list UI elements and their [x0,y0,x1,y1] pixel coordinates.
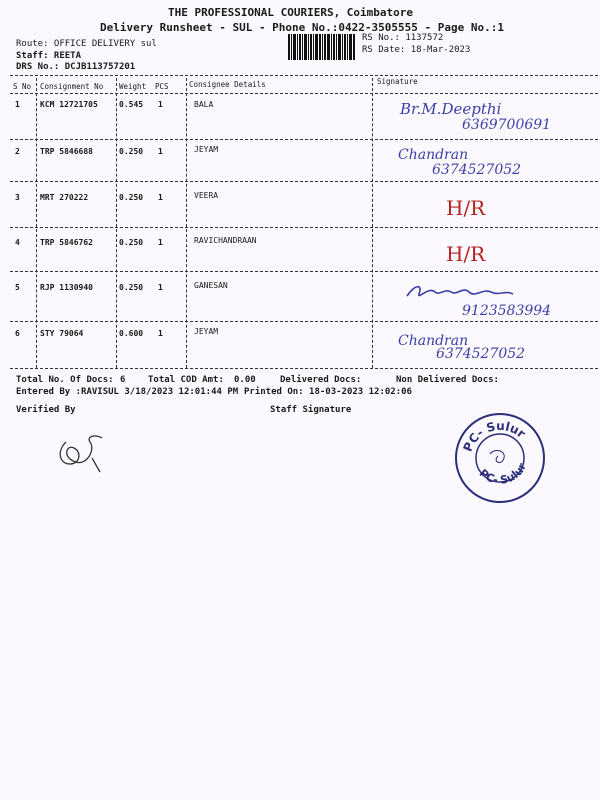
handwritten-signature-scribble [405,282,515,304]
svg-text:PC- Sulur [477,461,530,487]
handwritten-phone: 6369700691 [462,117,552,133]
row-pcs: 1 [158,283,163,292]
table-bottom-rule [10,368,598,369]
entered-by: Entered By :RAVISUL 3/18/2023 12:01:44 PM [16,387,239,397]
route-label: Route: OFFICE DELIVERY sul [16,39,157,49]
col-header-signature: Signature [377,77,418,86]
row-sno: 1 [15,100,20,109]
row-weight: 0.250 [119,238,144,247]
row-pcs: 1 [158,100,163,109]
col-header-pcs: PCS [155,82,169,91]
row-divider [10,321,598,322]
cod-label: Total COD Amt: [148,375,224,385]
row-weight: 0.600 [119,329,144,338]
stamp-text-bottom: PC- Sulur [476,461,530,487]
row-consignment-no: STY 79064 [40,329,84,338]
handwritten-signature: Chandran [398,147,469,163]
col-header-consignee: Consignee Details [189,80,266,89]
row-divider [10,271,598,272]
verifier-signature-scribble [52,428,112,478]
row-consignment-no: TRP 5846688 [40,147,93,156]
col-header-consignment: Consignment No [40,82,104,91]
row-sno: 6 [15,329,20,338]
row-consignment-no: KCM 12721705 [40,100,98,109]
column-divider [36,78,37,368]
printed-on: Printed On: 18-03-2023 12:02:06 [244,387,412,397]
row-divider [10,181,598,182]
row-sno: 3 [15,193,20,202]
office-stamp-icon [452,410,548,506]
row-consignment-no: RJP 1130940 [40,283,93,292]
row-weight: 0.250 [119,193,144,202]
staff-label: Staff: REETA [16,51,82,61]
handwritten-signature: Br.M.Deepthi [400,100,502,118]
drs-number: DRS No.: DCJB113757201 [16,62,136,72]
column-divider [186,78,187,368]
runsheet-subtitle: Delivery Runsheet - SUL - Phone No.:0422-3505555 - Page No.:1 [100,21,504,34]
row-consignee: RAVICHANDRAAN [194,236,257,245]
row-consignee: BALA [194,100,214,109]
handwritten-phone: 9123583994 [462,303,552,319]
row-consignment-no: TRP 5846762 [40,238,93,247]
delivered-docs-label: Delivered Docs: [280,375,362,385]
handwritten-hr-mark: H/R [446,196,486,220]
stamp-text-top: PC- Sulur [460,418,529,454]
row-consignment-no: MRT 270222 [40,193,89,202]
handwritten-phone: 6374527052 [436,346,526,362]
row-sno: 2 [15,147,20,156]
barcode-icon [288,34,356,60]
row-weight: 0.250 [119,283,144,292]
col-header-sno: S No [13,82,32,91]
staff-signature-label: Staff Signature [270,405,352,415]
handwritten-phone: 6374527052 [432,162,522,178]
total-docs-value: 6 [120,375,126,385]
col-header-weight: Weight [119,82,147,91]
row-pcs: 1 [158,238,163,247]
verified-by-label: Verified By [16,405,76,415]
rs-date: RS Date: 18-Mar-2023 [362,45,471,55]
total-docs-label: Total No. Of Docs: [16,375,114,385]
company-title: THE PROFESSIONAL COURIERS, Coimbatore [168,6,414,19]
row-sno: 4 [15,238,20,247]
handwritten-hr-mark: H/R [446,242,486,266]
column-divider [372,78,373,368]
table-header-rule [10,93,598,94]
row-weight: 0.545 [119,100,144,109]
cod-value: 0.00 [234,375,256,385]
row-consignee: JEYAM [194,145,219,154]
row-consignee: JEYAM [194,327,219,336]
row-sno: 5 [15,283,20,292]
row-divider [10,139,598,140]
row-consignee: VEERA [194,191,219,200]
row-weight: 0.250 [119,147,144,156]
row-pcs: 1 [158,147,163,156]
row-pcs: 1 [158,329,163,338]
non-delivered-docs-label: Non Delivered Docs: [396,375,499,385]
row-consignee: GANESAN [194,281,228,290]
column-divider [116,78,117,368]
table-top-rule [10,75,598,76]
row-divider [10,227,598,228]
handwritten-signature: Chandran [398,333,469,349]
row-pcs: 1 [158,193,163,202]
rs-number: RS No.: 1137572 [362,33,444,43]
